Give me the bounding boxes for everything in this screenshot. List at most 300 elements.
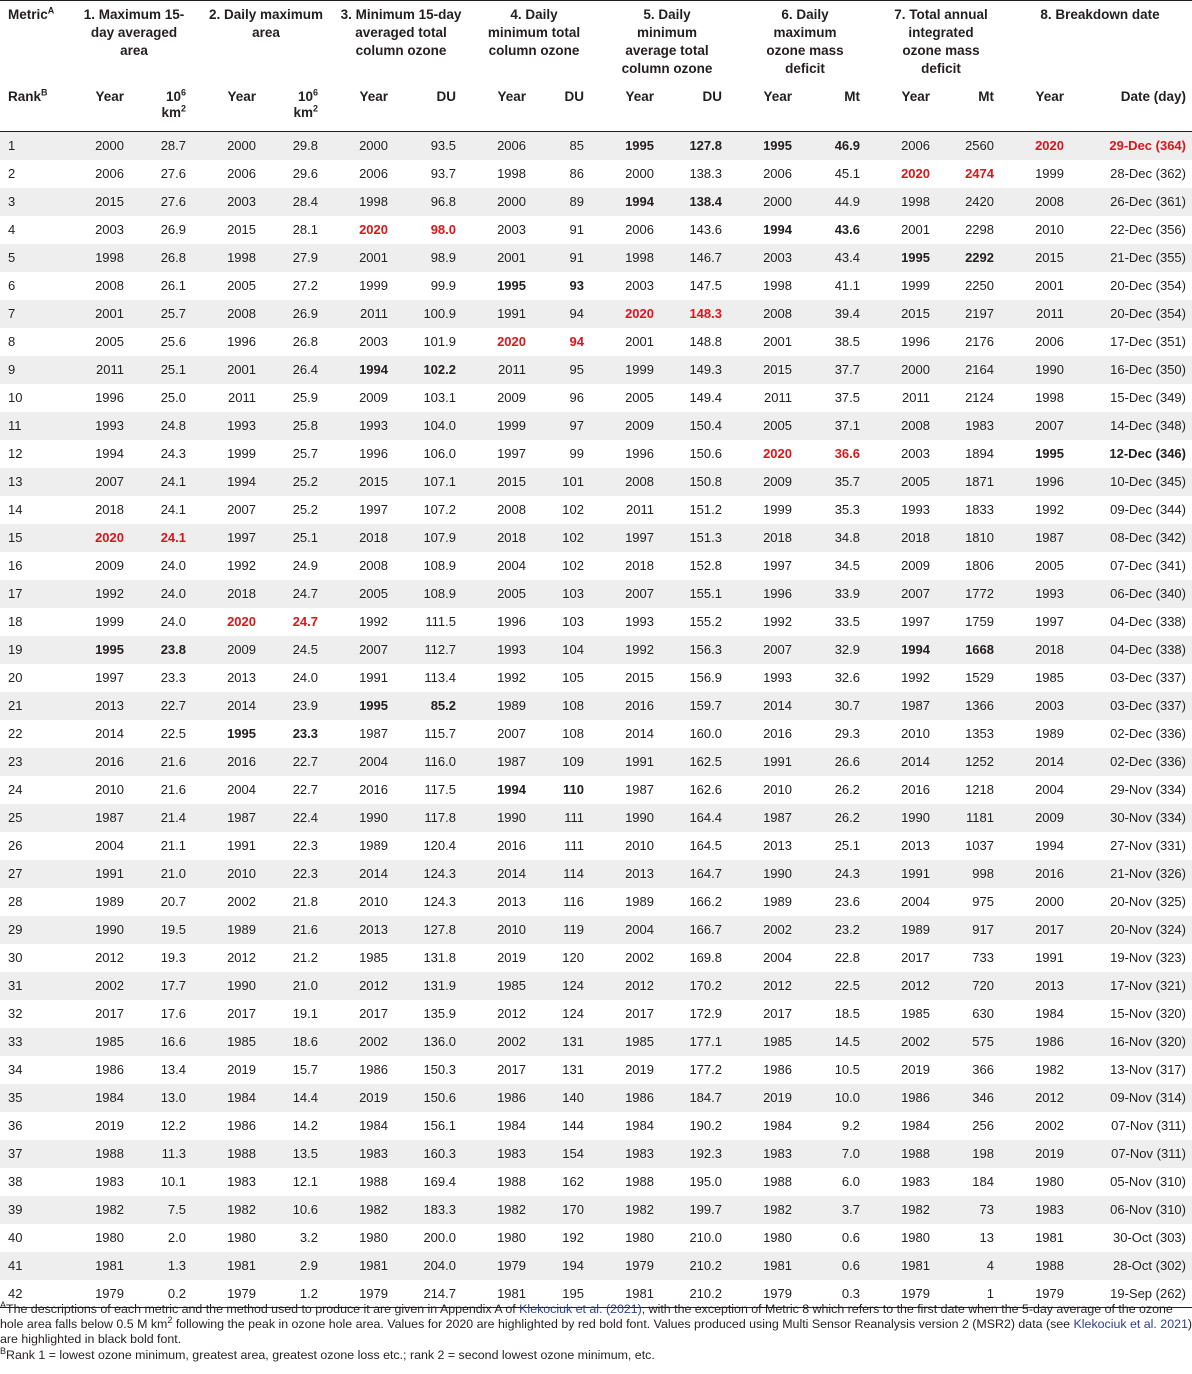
value-cell: 13.4 <box>160 1062 186 1077</box>
value-cell: 22.8 <box>834 950 860 965</box>
table-row <box>0 384 1192 412</box>
rank-cell: 10 <box>8 390 23 405</box>
value-cell: 10.1 <box>160 1174 186 1189</box>
value-cell: 24.3 <box>160 446 186 461</box>
year-cell: 2003 <box>95 222 124 237</box>
year-cell: 1979 <box>68 1280 140 1308</box>
value-cell: 172.9 <box>689 1006 722 1021</box>
value-cell: 10.0 <box>808 1084 874 1112</box>
year-cell: 1987 <box>68 804 140 832</box>
value-cell: 12.1 <box>292 1174 318 1189</box>
citation-link[interactable]: Klekociuk et al. 2021 <box>1073 1317 1188 1332</box>
value-cell: 131.8 <box>423 950 456 965</box>
value-cell: 16.6 <box>140 1028 200 1056</box>
value-cell: 20.7 <box>160 894 186 909</box>
year-cell: 1987 <box>625 782 654 797</box>
table-row <box>0 524 1192 552</box>
value-cell: 164.4 <box>670 804 736 832</box>
year-cell: 2000 <box>332 132 404 160</box>
year-cell: 1992 <box>68 580 140 608</box>
year-cell: 2015 <box>68 188 140 216</box>
year-cell: 1992 <box>227 558 256 573</box>
metric-4-header: 4. Daily minimum total column ozone <box>487 7 581 58</box>
value-cell: 19.3 <box>160 950 186 965</box>
table-row <box>0 888 1192 916</box>
value-cell: 1668 <box>946 636 1008 664</box>
year-cell: 2006 <box>359 166 388 181</box>
rank-cell: 41 <box>0 1252 68 1280</box>
value-cell: 101.9 <box>423 334 456 349</box>
value-cell: 124 <box>562 1006 584 1021</box>
year-cell: 2011 <box>332 300 404 328</box>
year-cell: 2009 <box>359 390 388 405</box>
year-cell: 2018 <box>470 524 542 552</box>
table-row <box>0 664 1192 692</box>
year-cell: 1983 <box>332 1140 404 1168</box>
year-cell: 1997 <box>763 558 792 573</box>
year-cell: 1991 <box>1035 950 1064 965</box>
year-cell: 1979 <box>1008 1280 1080 1308</box>
value-cell: 102.2 <box>404 356 470 384</box>
value-cell: 1806 <box>965 558 994 573</box>
year-cell: 2019 <box>625 1062 654 1077</box>
value-cell: 23.6 <box>834 894 860 909</box>
rank-cell: 19 <box>0 636 68 664</box>
table-row <box>0 328 1192 356</box>
breakdown-date-cell: 10-Dec (345) <box>1080 468 1192 496</box>
year-cell: 2017 <box>95 1006 124 1021</box>
year-cell: 2018 <box>736 524 808 552</box>
year-cell: 1996 <box>227 334 256 349</box>
year-cell: 2016 <box>598 692 670 720</box>
value-cell: 102 <box>562 502 584 517</box>
year-cell: 2000 <box>200 132 272 160</box>
year-cell: 2017 <box>359 1006 388 1021</box>
year-cell: 1982 <box>874 1196 946 1224</box>
year-cell: 2015 <box>227 222 256 237</box>
value-cell: 116.0 <box>404 748 470 776</box>
value-cell: 190.2 <box>689 1118 722 1133</box>
year-cell: 1985 <box>901 1006 930 1021</box>
year-header: Year <box>736 80 808 132</box>
year-cell: 2004 <box>598 916 670 944</box>
year-cell: 2009 <box>497 390 526 405</box>
year-cell: 2007 <box>227 502 256 517</box>
year-cell: 1997 <box>497 446 526 461</box>
value-cell: 256 <box>972 1118 994 1133</box>
value-cell: 21.6 <box>160 782 186 797</box>
value-cell: 36.6 <box>834 446 860 461</box>
breakdown-date-cell: 02-Dec (336) <box>1080 748 1192 776</box>
table-row <box>0 216 1192 244</box>
value-cell: 146.7 <box>670 244 736 272</box>
rank-cell: 18 <box>8 614 23 629</box>
year-cell: 1989 <box>625 894 654 909</box>
breakdown-date-cell: 06-Dec (340) <box>1080 580 1192 608</box>
value-cell: 210.2 <box>670 1280 736 1308</box>
value-cell: 24.1 <box>160 502 186 517</box>
year-cell: 1996 <box>736 580 808 608</box>
value-cell: 96 <box>569 390 584 405</box>
year-cell: 2003 <box>1008 692 1080 720</box>
year-cell: 2015 <box>874 300 946 328</box>
year-cell: 2004 <box>95 838 124 853</box>
year-cell: 2000 <box>736 188 808 216</box>
value-cell: 7.0 <box>808 1140 874 1168</box>
year-cell: 2007 <box>736 636 808 664</box>
value-cell: 18.5 <box>834 1006 860 1021</box>
year-cell: 2012 <box>332 972 404 1000</box>
year-cell: 2004 <box>332 748 404 776</box>
value-cell: 26.2 <box>834 782 860 797</box>
breakdown-date-cell: 29-Dec (364) <box>1080 132 1192 160</box>
year-cell: 1996 <box>901 334 930 349</box>
value-cell: 148.8 <box>689 334 722 349</box>
value-cell: 1218 <box>965 782 994 797</box>
year-cell: 2017 <box>497 1062 526 1077</box>
value-cell: 0.6 <box>808 1252 874 1280</box>
year-cell: 2005 <box>625 390 654 405</box>
year-cell: 2019 <box>332 1084 404 1112</box>
value-cell: 99.9 <box>430 278 456 293</box>
year-cell: 1997 <box>359 502 388 517</box>
value-cell: 22.7 <box>272 748 332 776</box>
year-cell: 2015 <box>332 468 404 496</box>
year-cell: 1990 <box>874 804 946 832</box>
rank-cell: 1 <box>0 132 68 160</box>
year-cell: 2008 <box>200 300 272 328</box>
year-cell: 2013 <box>1008 972 1080 1000</box>
breakdown-date-cell: 06-Nov (310) <box>1080 1196 1192 1224</box>
rank-cell: 36 <box>8 1118 23 1133</box>
value-cell: 25.1 <box>834 838 860 853</box>
rank-cell: 20 <box>8 670 23 685</box>
table-row <box>0 608 1192 636</box>
value-cell: 26.6 <box>808 748 874 776</box>
year-cell: 2013 <box>227 670 256 685</box>
year-cell: 2003 <box>625 278 654 293</box>
year-cell: 1999 <box>470 412 542 440</box>
breakdown-date-cell: 29-Nov (334) <box>1110 782 1186 797</box>
year-cell: 1982 <box>332 1196 404 1224</box>
value-cell: 113.4 <box>424 670 456 685</box>
value-cell: 21.2 <box>292 950 318 965</box>
value-cell: 169.8 <box>689 950 722 965</box>
year-cell: 1988 <box>763 1174 792 1189</box>
value-cell: 1037 <box>965 838 994 853</box>
breakdown-date-cell: 26-Dec (361) <box>1080 188 1192 216</box>
year-cell: 2020 <box>227 614 256 629</box>
year-cell: 1986 <box>95 1062 124 1077</box>
value-cell: 21.8 <box>292 894 318 909</box>
value-cell: 155.1 <box>670 580 736 608</box>
rank-cell: 11 <box>0 412 68 440</box>
value-cell: 108.9 <box>423 558 456 573</box>
year-cell: 2012 <box>95 950 124 965</box>
year-cell: 1990 <box>598 804 670 832</box>
table-row <box>0 944 1192 972</box>
year-cell: 1987 <box>359 726 388 741</box>
year-cell: 2009 <box>95 558 124 573</box>
year-cell: 2018 <box>625 558 654 573</box>
year-cell: 2009 <box>1008 804 1080 832</box>
year-cell: 1984 <box>497 1118 526 1133</box>
value-cell: 24.0 <box>140 580 200 608</box>
year-cell: 1996 <box>1008 468 1080 496</box>
breakdown-date-cell: 04-Dec (338) <box>1110 614 1186 629</box>
year-header: Year <box>874 80 946 132</box>
year-cell: 2007 <box>68 468 140 496</box>
year-cell: 2008 <box>359 558 388 573</box>
year-cell: 1989 <box>470 692 542 720</box>
value-cell: 346 <box>946 1084 1008 1112</box>
year-cell: 1991 <box>874 860 946 888</box>
value-cell: 975 <box>972 894 994 909</box>
year-cell: 1989 <box>1035 726 1064 741</box>
breakdown-date-cell: 13-Nov (317) <box>1110 1062 1186 1077</box>
value-cell: 150.8 <box>670 468 736 496</box>
year-cell: 2011 <box>470 356 542 384</box>
value-cell: 7.5 <box>140 1196 200 1224</box>
year-cell: 2015 <box>625 670 654 685</box>
value-cell: 27.9 <box>272 244 332 272</box>
table-row <box>0 916 1192 944</box>
value-cell: 27.6 <box>140 188 200 216</box>
value-cell: 22.4 <box>272 804 332 832</box>
year-cell: 2018 <box>1008 636 1080 664</box>
value-cell: 117.5 <box>424 782 456 797</box>
table-row <box>0 412 1192 440</box>
year-cell: 1979 <box>200 1280 272 1308</box>
value-cell: 28.1 <box>292 222 318 237</box>
year-cell: 2003 <box>359 334 388 349</box>
value-cell: 35.7 <box>808 468 874 496</box>
rank-cell: 24 <box>8 782 23 797</box>
value-cell: 149.4 <box>689 390 722 405</box>
value-cell: 105 <box>562 670 584 685</box>
value-cell: 25.0 <box>160 390 186 405</box>
year-cell: 2013 <box>497 894 526 909</box>
value-cell: 199.7 <box>670 1196 736 1224</box>
table-row <box>0 1056 1192 1084</box>
year-cell: 2015 <box>736 356 808 384</box>
value-cell: 21.6 <box>140 748 200 776</box>
value-cell: 21.0 <box>140 860 200 888</box>
year-cell: 2020 <box>68 524 140 552</box>
year-cell: 2002 <box>736 916 808 944</box>
value-cell: 101 <box>542 468 598 496</box>
year-cell: 1979 <box>470 1252 542 1280</box>
rank-cell: 8 <box>8 334 16 349</box>
value-cell: 210.0 <box>689 1230 722 1245</box>
value-cell: 192.3 <box>670 1140 736 1168</box>
value-cell: 24.0 <box>160 558 186 573</box>
breakdown-date-cell: 19-Sep (262) <box>1080 1280 1192 1308</box>
year-cell: 1988 <box>1008 1252 1080 1280</box>
mt-header: Mt <box>808 80 874 132</box>
year-cell: 1986 <box>1008 1028 1080 1056</box>
value-cell: 1181 <box>946 804 1008 832</box>
year-cell: 1981 <box>1035 1230 1064 1245</box>
year-cell: 2016 <box>901 782 930 797</box>
value-cell: 200.0 <box>423 1230 456 1245</box>
table-row <box>0 356 1192 384</box>
value-cell: 152.8 <box>689 558 722 573</box>
value-cell: 29.8 <box>272 132 332 160</box>
year-cell: 2008 <box>497 502 526 517</box>
year-cell: 1997 <box>95 670 124 685</box>
value-cell: 138.4 <box>670 188 736 216</box>
value-cell: 99 <box>569 446 584 461</box>
year-cell: 1991 <box>736 748 808 776</box>
rank-cell: 27 <box>0 860 68 888</box>
year-cell: 2020 <box>901 166 930 181</box>
value-cell: 45.1 <box>834 166 860 181</box>
year-cell: 1985 <box>736 1028 808 1056</box>
table-row <box>0 440 1192 468</box>
year-cell: 2019 <box>497 950 526 965</box>
year-cell: 2013 <box>68 692 140 720</box>
year-header: Year <box>1008 80 1080 132</box>
value-cell: 100.9 <box>404 300 470 328</box>
year-cell: 1993 <box>68 412 140 440</box>
value-cell: 170.2 <box>670 972 736 1000</box>
value-cell: 12.2 <box>160 1118 186 1133</box>
breakdown-date-cell: 28-Dec (362) <box>1110 166 1186 181</box>
rank-cell: 28 <box>8 894 23 909</box>
year-cell: 1999 <box>901 278 930 293</box>
footnotes <box>0 1299 1192 1363</box>
value-cell: 108 <box>542 692 598 720</box>
value-cell: 154 <box>542 1140 598 1168</box>
value-cell: 89 <box>542 188 598 216</box>
year-cell: 1995 <box>598 132 670 160</box>
year-cell: 1991 <box>598 748 670 776</box>
year-cell: 1995 <box>68 636 140 664</box>
rank-cell: 30 <box>8 950 23 965</box>
value-cell: 917 <box>946 916 1008 944</box>
year-cell: 2014 <box>1008 748 1080 776</box>
value-cell: 2124 <box>965 390 994 405</box>
year-cell: 2000 <box>1035 894 1064 909</box>
value-cell: 143.6 <box>689 222 722 237</box>
value-cell: 21.0 <box>272 972 332 1000</box>
year-cell: 1997 <box>598 524 670 552</box>
rank-cell: 40 <box>8 1230 23 1245</box>
year-cell: 2005 <box>736 412 808 440</box>
year-cell: 1992 <box>359 614 388 629</box>
citation-link[interactable]: Klekociuk et al. (2021) <box>519 1302 642 1316</box>
year-cell: 1998 <box>874 188 946 216</box>
metric-2-header: 2. Daily maximum area <box>208 7 324 40</box>
year-cell: 1991 <box>227 838 256 853</box>
year-cell: 1982 <box>470 1196 542 1224</box>
value-cell: 37.1 <box>808 412 874 440</box>
year-cell: 1994 <box>332 356 404 384</box>
year-cell: 1998 <box>763 278 792 293</box>
breakdown-date-cell: 20-Dec (354) <box>1110 278 1186 293</box>
rank-cell: 23 <box>0 748 68 776</box>
year-cell: 1986 <box>874 1084 946 1112</box>
table-row <box>0 860 1192 888</box>
year-cell: 1997 <box>901 614 930 629</box>
year-cell: 2010 <box>763 782 792 797</box>
year-cell: 1980 <box>359 1230 388 1245</box>
breakdown-date-cell: 07-Nov (311) <box>1111 1118 1186 1133</box>
value-cell: 2164 <box>946 356 1008 384</box>
value-cell: 6.0 <box>841 1174 860 1189</box>
breakdown-date-cell: 02-Dec (336) <box>1110 726 1186 741</box>
breakdown-date-cell: 09-Dec (344) <box>1110 502 1186 517</box>
year-cell: 1986 <box>470 1084 542 1112</box>
rank-cell: 15 <box>0 524 68 552</box>
year-cell: 2006 <box>1035 334 1064 349</box>
value-cell: 19.1 <box>292 1006 318 1021</box>
year-cell: 2003 <box>497 222 526 237</box>
value-cell: 1772 <box>946 580 1008 608</box>
year-cell: 2017 <box>901 950 930 965</box>
du-header: DU <box>670 80 736 132</box>
year-cell: 1988 <box>359 1174 388 1189</box>
year-cell: 2003 <box>736 244 808 272</box>
year-cell: 1998 <box>332 188 404 216</box>
year-cell: 2001 <box>68 300 140 328</box>
date-header: Date (day) <box>1080 80 1192 132</box>
year-cell: 1995 <box>874 244 946 272</box>
table-row <box>0 244 1192 272</box>
year-cell: 1982 <box>1035 1062 1064 1077</box>
value-cell: 166.2 <box>689 894 722 909</box>
value-cell: 95 <box>542 356 598 384</box>
breakdown-date-cell: 16-Nov (320) <box>1080 1028 1192 1056</box>
year-cell: 2007 <box>1008 412 1080 440</box>
year-cell: 2001 <box>332 244 404 272</box>
breakdown-date-cell: 19-Nov (323) <box>1110 950 1186 965</box>
table-body <box>0 132 1192 1308</box>
value-cell: 22.3 <box>292 838 318 853</box>
rank-cell: 38 <box>8 1174 23 1189</box>
value-cell: 24.0 <box>292 670 318 685</box>
year-cell: 1979 <box>332 1280 404 1308</box>
year-cell: 1980 <box>763 1230 792 1245</box>
table-row <box>0 720 1192 748</box>
value-cell: 107.1 <box>404 468 470 496</box>
value-cell: 147.5 <box>689 278 722 293</box>
year-cell: 1981 <box>736 1252 808 1280</box>
year-cell: 1989 <box>874 916 946 944</box>
value-cell: 166.7 <box>670 916 736 944</box>
year-cell: 2002 <box>1035 1118 1064 1133</box>
year-cell: 1983 <box>901 1174 930 1189</box>
value-cell: 195.0 <box>689 1174 722 1189</box>
year-cell: 1981 <box>332 1252 404 1280</box>
year-cell: 2016 <box>497 838 526 853</box>
value-cell: 162.6 <box>689 782 722 797</box>
value-cell: 1833 <box>965 502 994 517</box>
value-cell: 1810 <box>946 524 1008 552</box>
value-cell: 111.5 <box>425 614 456 629</box>
year-cell: 1980 <box>625 1230 654 1245</box>
metric-7-header: 7. Total annual integrated ozone mass deficit <box>894 7 988 76</box>
value-cell: 107.2 <box>423 502 456 517</box>
value-cell: 148.3 <box>670 300 736 328</box>
year-cell: 2020 <box>763 446 792 461</box>
year-cell: 2005 <box>95 334 124 349</box>
value-cell: 14.2 <box>292 1118 318 1133</box>
year-cell: 2018 <box>200 580 272 608</box>
year-cell: 2018 <box>95 502 124 517</box>
year-cell: 2014 <box>736 692 808 720</box>
